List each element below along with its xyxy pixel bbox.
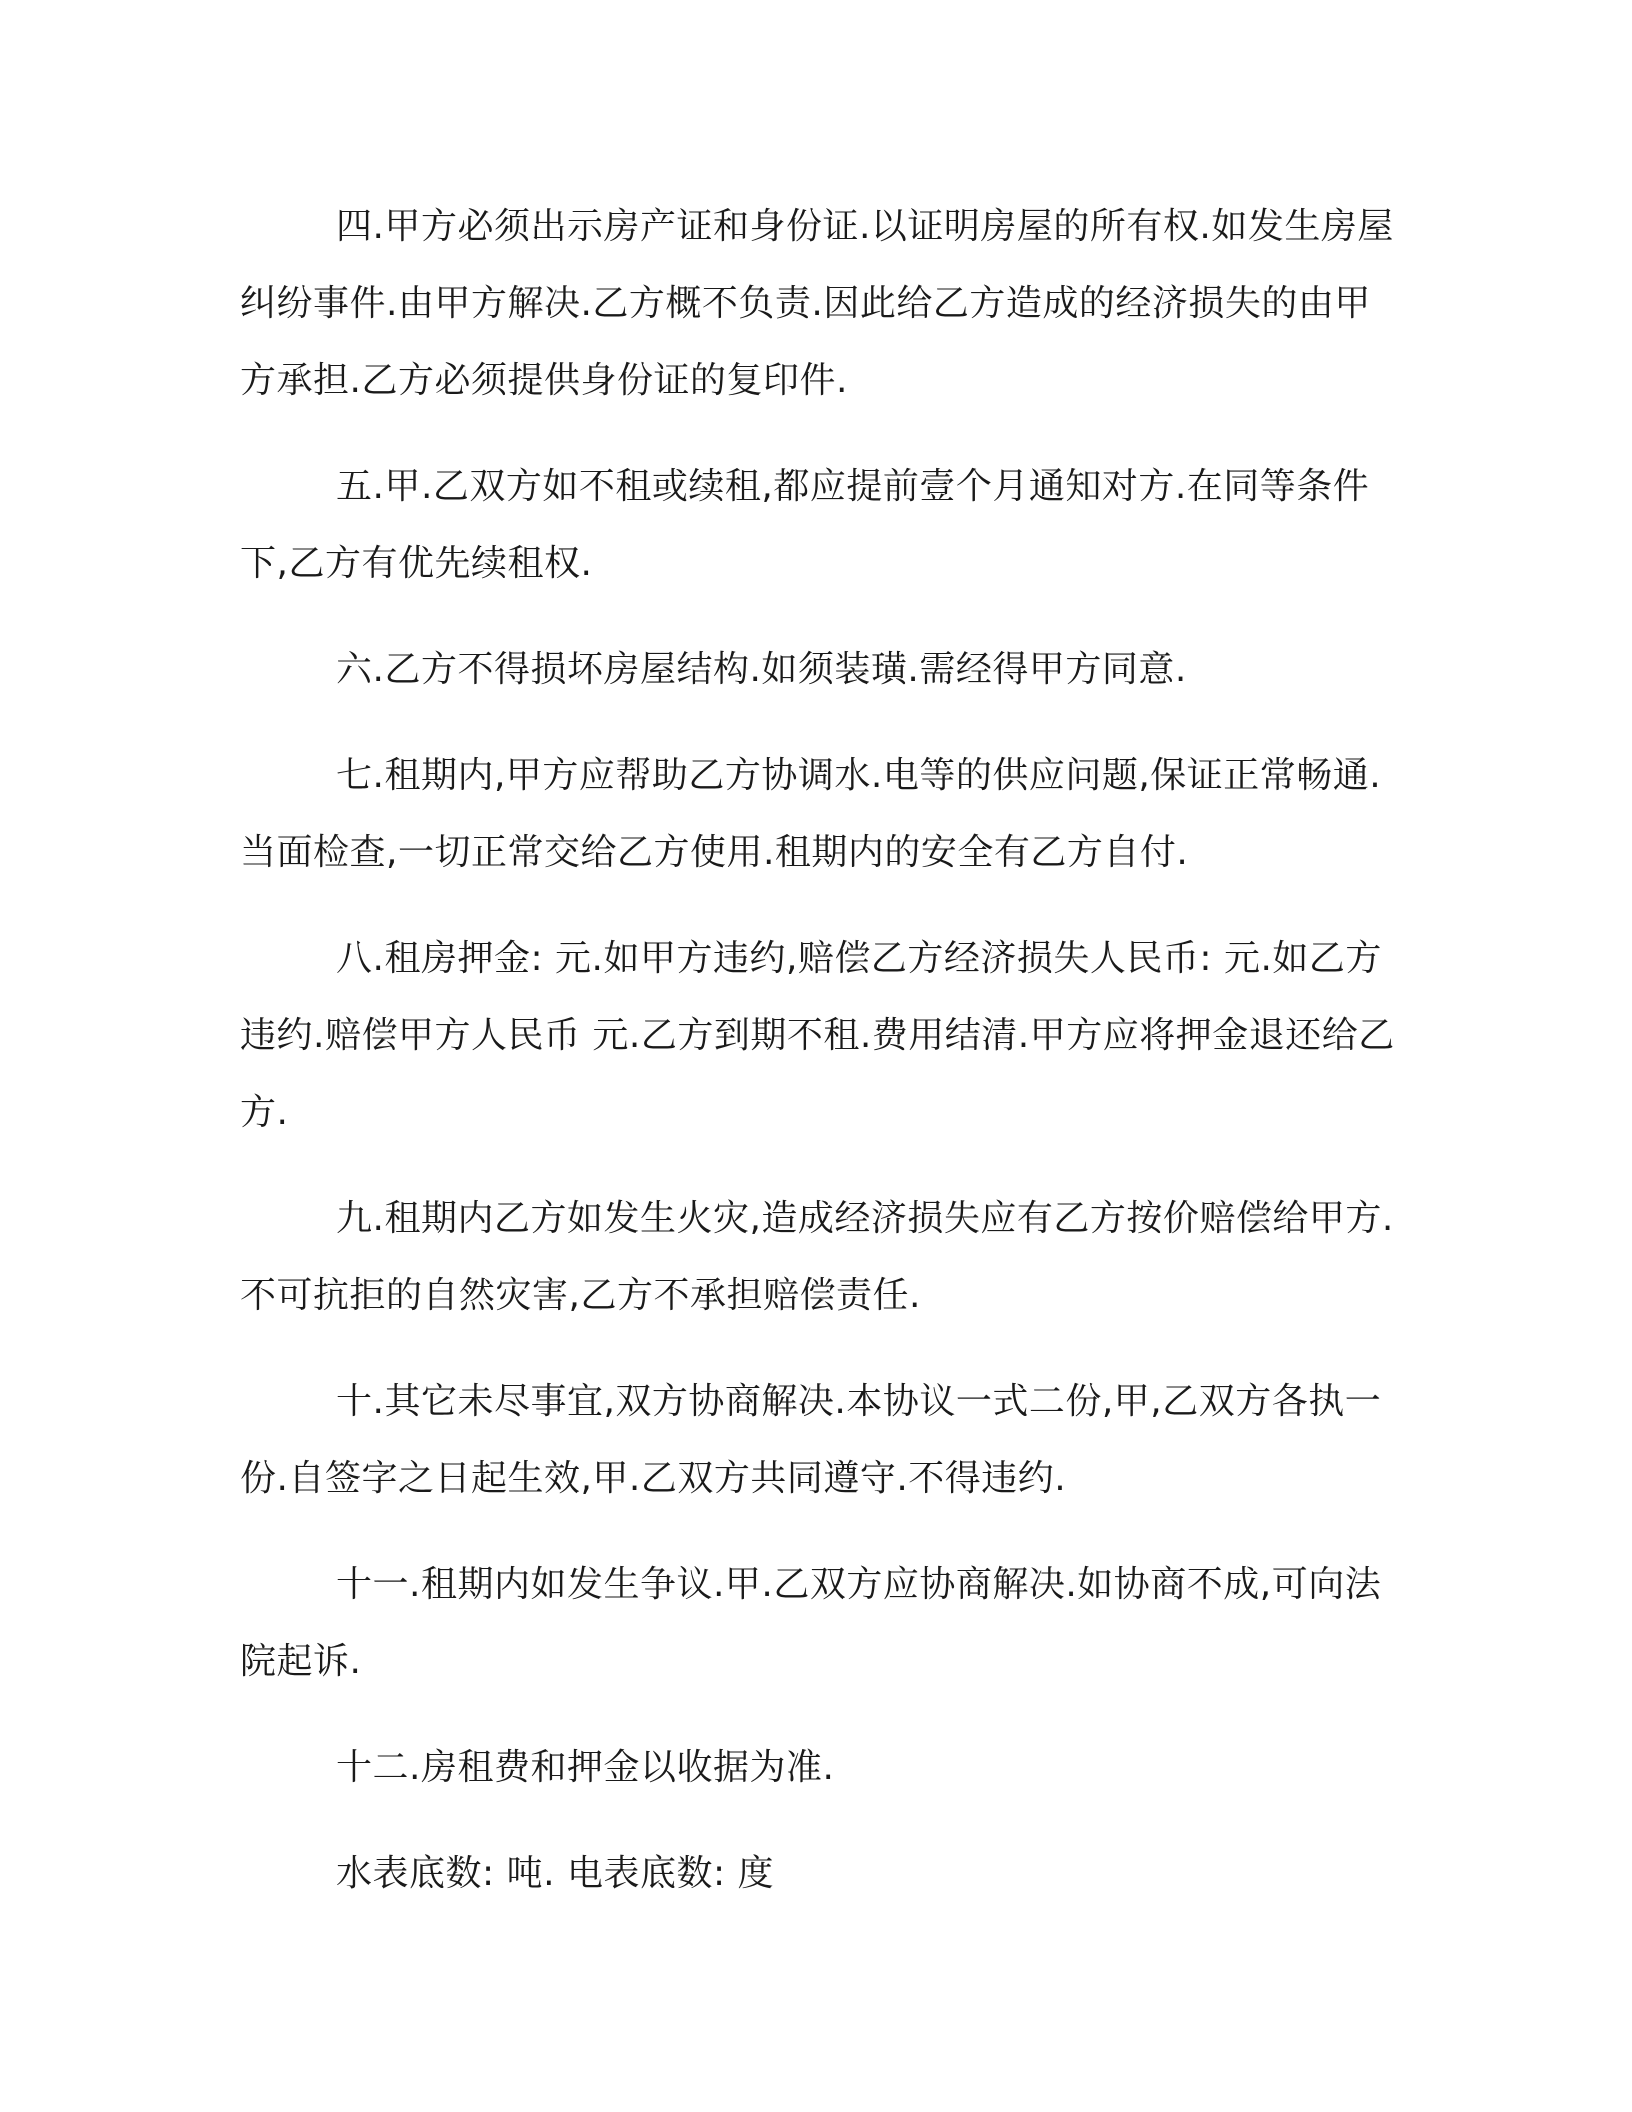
clause-9: 九.租期内乙方如发生火灾,造成经济损失应有乙方按价赔偿给甲方.不可抗拒的自然灾害,乙方不承担赔偿责任. xyxy=(240,1198,1394,1316)
clause-4: 四.甲方必须出示房产证和身份证.以证明房屋的所有权.如发生房屋纠纷事件.由甲方解决.乙方概不负责.因此给乙方造成的经济损失的由甲方承担.乙方必须提供身份证的复印件. xyxy=(240,206,1394,401)
clause-11: 十一.租期内如发生争议.甲.乙双方应协商解决.如协商不成,可向法院起诉. xyxy=(240,1564,1382,1682)
clause-5: 五.甲.乙双方如不租或续租,都应提前壹个月通知对方.在同等条件下,乙方有优先续租权. xyxy=(240,466,1370,584)
clause-8: 八.租房押金: 元.如甲方违约,赔偿乙方经济损失人民币: 元.如乙方违约.赔偿甲方人民币 元.乙方到期不租.费用结清.甲方应将押金退还给乙方. xyxy=(240,938,1395,1133)
clause-12: 十二.房租费和押金以收据为准. xyxy=(336,1747,835,1788)
clause-7: 七.租期内,甲方应帮助乙方协调水.电等的供应问题,保证正常畅通.当面检查,一切正常交给乙方使用.租期内的安全有乙方自付. xyxy=(240,755,1382,873)
meter-readings: 水表底数: 吨. 电表底数: 度 xyxy=(336,1853,775,1894)
clause-6: 六.乙方不得损坏房屋结构.如须装璜.需经得甲方同意. xyxy=(336,649,1187,690)
clause-10: 十.其它未尽事宜,双方协商解决.本协议一式二份,甲,乙双方各执一份.自签字之日起生效,甲.乙双方共同遵守.不得违约. xyxy=(240,1381,1382,1499)
document-body xyxy=(240,188,1405,1912)
